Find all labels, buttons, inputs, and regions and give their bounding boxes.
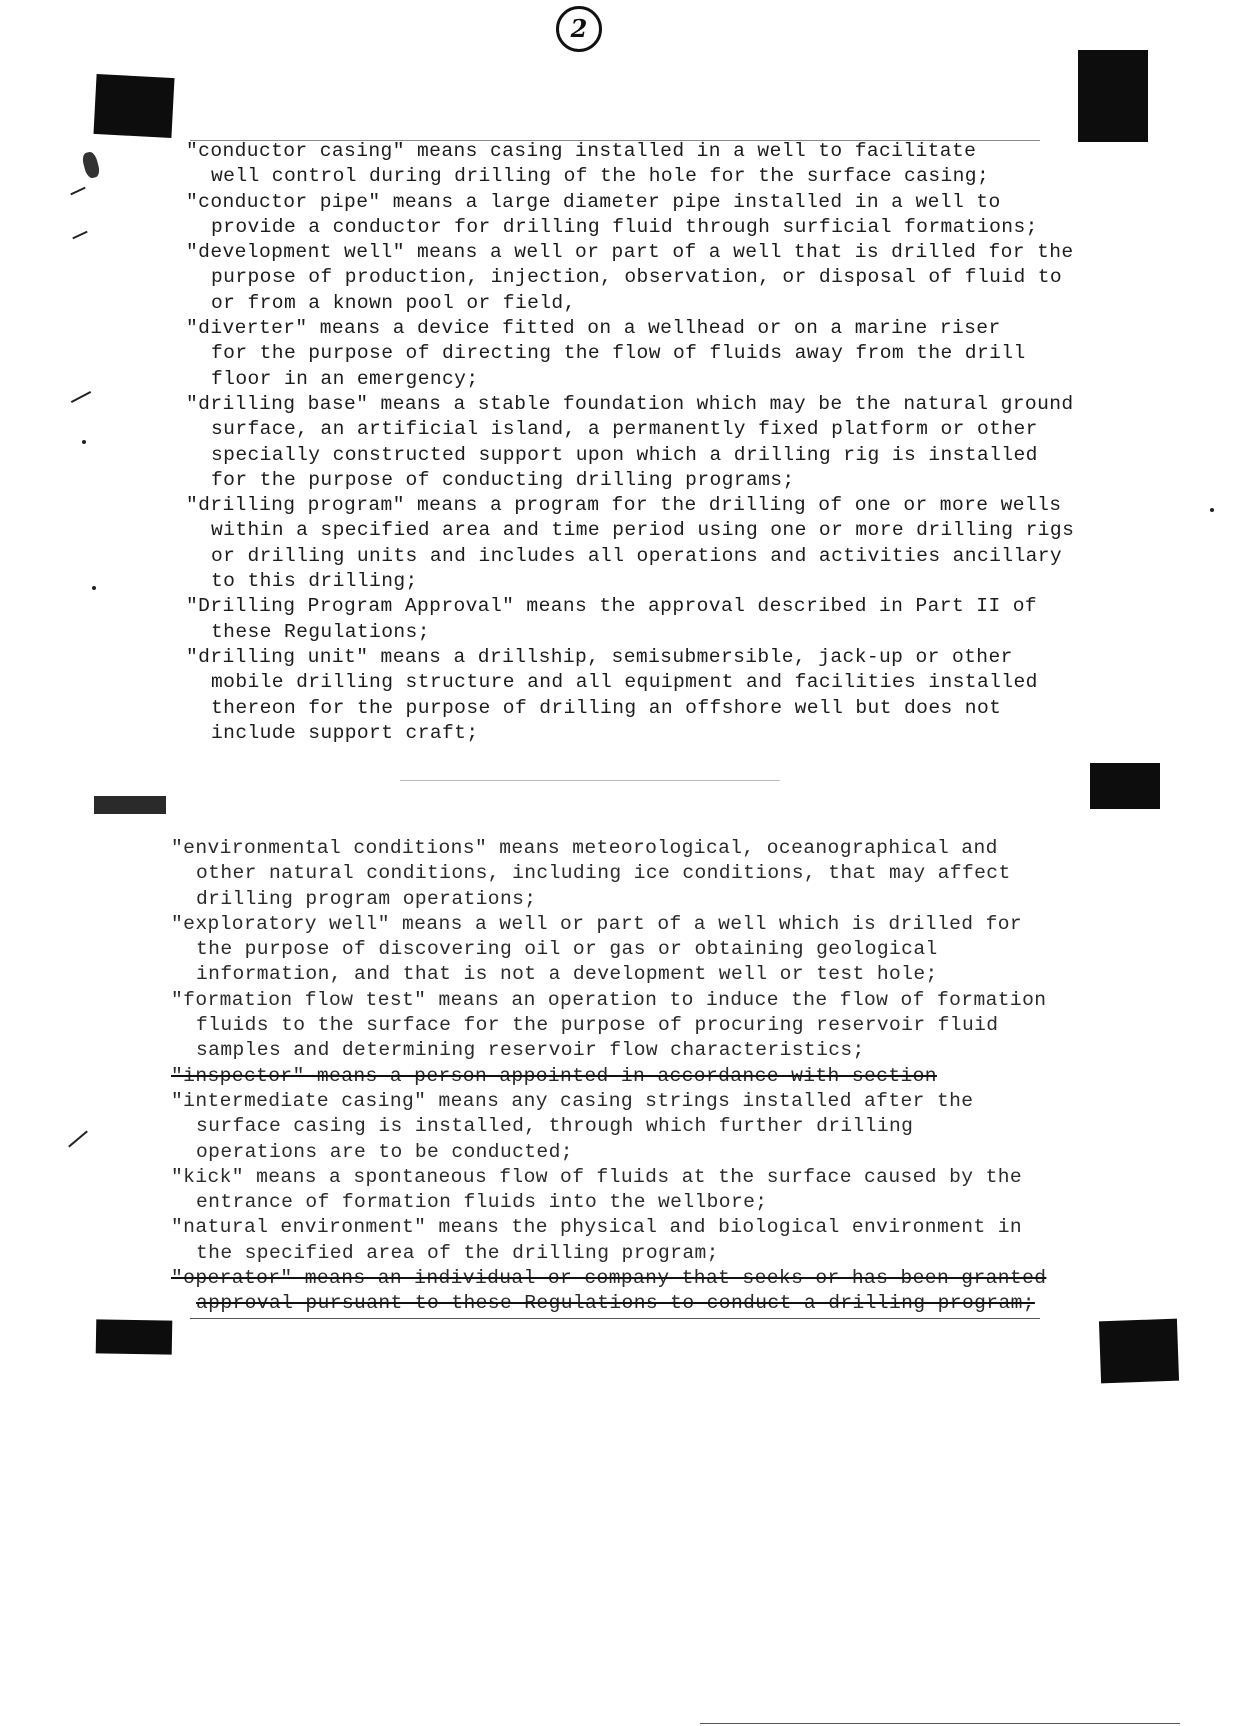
definition-line: operations are to be conducted; [196, 1140, 573, 1163]
definition-line: these Regulations; [211, 620, 430, 643]
definition-line: for the purpose of directing the flow of fluids away from the drill [211, 342, 1026, 365]
margin-mark [71, 391, 91, 403]
margin-mark [72, 231, 87, 240]
definition-line: or drilling units and includes all operations and activities ancillary [211, 544, 1063, 567]
definition-line: or from a known pool or field, [211, 291, 576, 314]
margin-dot [82, 440, 86, 444]
definition-entry [186, 645, 1186, 746]
definition-entry [171, 988, 1171, 1064]
definition-line: the purpose of discovering oil or gas or obtaining geological [196, 938, 938, 961]
definition-line: surface, an artificial island, a permanently fixed platform or other [211, 418, 1038, 441]
definition-entry [171, 912, 1171, 988]
definition-line: other natural conditions, including ice conditions, that may affect [196, 862, 1011, 885]
definition-entry [171, 1165, 1171, 1216]
black-blotch-middle-left [94, 796, 166, 814]
definition-line: "development well" means a well or part of a well that is drilled for the [186, 241, 1074, 264]
definition-line: within a specified area and time period using one or more drilling rigs [211, 519, 1075, 542]
definition-line: thereon for the purpose of drilling an offshore well but does not [211, 696, 1002, 719]
definition-line: include support craft; [211, 721, 479, 744]
definition-line: "drilling program" means a program for the drilling of one or more wells [186, 494, 1062, 517]
definition-entry [186, 493, 1186, 594]
definition-line: mobile drilling structure and all equipment and facilities installed [211, 671, 1038, 694]
margin-mark [68, 1131, 88, 1148]
definition-line: samples and determining reservoir flow characteristics; [196, 1039, 865, 1062]
bottom-rule [700, 1723, 1180, 1724]
ink-smudge [81, 151, 101, 180]
definition-entry [186, 139, 1186, 190]
definition-entry [186, 316, 1186, 392]
definition-line: "exploratory well" means a well or part of a well which is drilled for [171, 912, 1023, 935]
margin-dot [1210, 508, 1214, 512]
middle-rule [400, 780, 780, 781]
definition-entry [171, 1266, 1171, 1317]
definition-line: "kick" means a spontaneous flow of fluids at the surface caused by the [171, 1165, 1023, 1188]
definition-line: "drilling base" means a stable foundation which may be the natural ground [186, 392, 1074, 415]
black-blotch-top-right [1078, 50, 1148, 142]
definition-entry [171, 1089, 1171, 1165]
definition-entry [186, 594, 1186, 645]
definition-line: specially constructed support upon which a drilling rig is installed [211, 443, 1038, 466]
definition-line: provide a conductor for drilling fluid through surficial formations; [211, 215, 1038, 238]
definition-line: for the purpose of conducting drilling programs; [211, 468, 795, 491]
definition-line: information, and that is not a development well or test hole; [196, 963, 938, 986]
definition-line: floor in an emergency; [211, 367, 479, 390]
margin-mark [70, 187, 85, 196]
definition-line: well control during drilling of the hole for the surface casing; [211, 165, 990, 188]
definition-entry [171, 836, 1171, 912]
definition-entry [171, 1064, 1171, 1089]
black-blotch-bottom-left [96, 1319, 173, 1354]
definitions-section-lower [171, 836, 1171, 1317]
black-blotch-bottom-right [1099, 1319, 1179, 1384]
definition-line: entrance of formation fluids into the wellbore; [196, 1191, 768, 1214]
definition-line: drilling program operations; [196, 887, 537, 910]
definition-line: "Drilling Program Approval" means the approval described in Part II of [186, 595, 1038, 618]
definition-line: "drilling unit" means a drillship, semisubmersible, jack-up or other [186, 645, 1013, 668]
definition-entry [186, 240, 1186, 316]
definition-line: "conductor casing" means casing installed in a well to facilitate [186, 140, 977, 162]
definition-line: "diverter" means a device fitted on a wellhead or on a marine riser [186, 317, 1001, 340]
definition-line: fluids to the surface for the purpose of procuring reservoir fluid [196, 1014, 999, 1037]
definition-line: "intermediate casing" means any casing strings installed after the [171, 1089, 974, 1112]
black-blotch-top-left [93, 74, 174, 138]
definition-line: "operator" means an individual or company that seeks or has been granted [171, 1267, 1047, 1290]
definition-entry [186, 190, 1186, 241]
definition-line: to this drilling; [211, 570, 418, 593]
definitions-section-upper [186, 139, 1186, 746]
definition-line: surface casing is installed, through which further drilling [196, 1115, 914, 1138]
definition-line: "inspector" means a person appointed in accordance with section [171, 1064, 937, 1087]
lower-rule [190, 1318, 1040, 1319]
black-blotch-middle-right [1090, 763, 1160, 809]
definition-line: the specified area of the drilling program; [196, 1241, 719, 1264]
definition-entry [186, 392, 1186, 493]
definition-line: "formation flow test" means an operation to induce the flow of formation [171, 988, 1047, 1011]
definition-entry [171, 1215, 1171, 1266]
definition-line: purpose of production, injection, observation, or disposal of fluid to [211, 266, 1063, 289]
definition-line: "environmental conditions" means meteorological, oceanographical and [171, 837, 998, 859]
definition-line: "natural environment" means the physical and biological environment in [171, 1216, 1023, 1239]
definition-line: approval pursuant to these Regulations to conduct a drilling program; [196, 1292, 1035, 1315]
page-number: 2 [556, 6, 602, 52]
margin-dot [92, 586, 96, 590]
definition-line: "conductor pipe" means a large diameter pipe installed in a well to [186, 190, 1001, 213]
